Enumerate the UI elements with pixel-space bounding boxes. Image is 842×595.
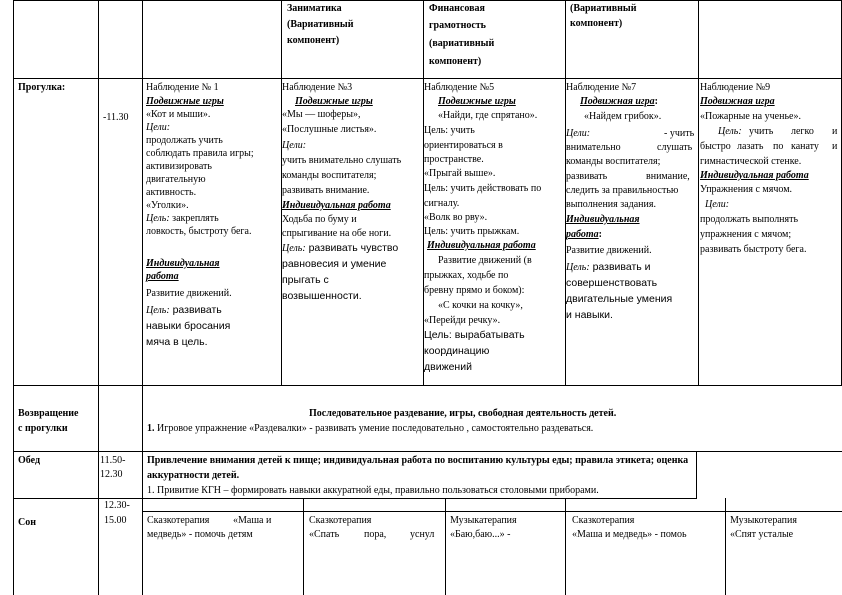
- c1-l1: «Кот и мыши».: [146, 109, 211, 120]
- header-zanimatika-2: (Вариативный: [287, 19, 354, 30]
- c3-l1: «Найди, где спрятано».: [438, 110, 538, 121]
- row-label-progulka: Прогулка:: [18, 82, 66, 93]
- c1-l12: навыки бросания: [146, 320, 231, 332]
- c2-goal2-h: Цель:: [282, 243, 306, 254]
- c2-l8: развивать чувство: [305, 242, 399, 254]
- c1-goal2-h: Цель:: [146, 213, 170, 224]
- c4-l12: и навыки.: [566, 309, 613, 321]
- c5-obs: Наблюдение №9: [700, 82, 771, 93]
- vozvr-title: Последовательное раздевание, игры, свободная деятельность детей.: [309, 408, 617, 419]
- c4-l10: совершенствовать: [566, 277, 658, 289]
- c5-l1: «Пожарные на ученье».: [700, 111, 801, 122]
- son-c5a: Музыкотерапия: [730, 515, 797, 526]
- c1-l5: двигательную: [146, 174, 206, 185]
- c4-l8: Развитие движений.: [566, 245, 652, 256]
- header-variative-1: (Вариативный: [570, 3, 637, 14]
- c4-games-line: [580, 96, 658, 108]
- rule-col-1: [142, 0, 143, 386]
- c4-l4: команды воспитателя;: [566, 156, 661, 167]
- son-c1a: Сказкотерапия: [147, 515, 210, 526]
- c4-l3a: внимательно: [566, 142, 621, 153]
- c5-l4: гимнастической стенке.: [700, 156, 802, 167]
- c3-l16: координацию: [424, 345, 490, 357]
- header-finance-1: Финансовая: [429, 3, 485, 14]
- c1-l6: активность.: [146, 187, 197, 198]
- c3-l15: Цель: вырабатывать: [424, 329, 525, 341]
- header-finance-4: компонент): [429, 56, 482, 67]
- obed-time-1: 11.50-: [100, 455, 126, 466]
- c3-l8: «Волк во рву».: [424, 212, 488, 223]
- vozvr-num: 1.: [147, 423, 155, 434]
- c5-l6: продолжать выполнять: [700, 214, 799, 225]
- c3-l2: Цель: учить: [424, 125, 475, 136]
- c1-games: Подвижные игры: [146, 96, 224, 107]
- progulka-time: -11.30: [103, 112, 129, 123]
- son-c4b: «Маша и медведь» - помоь: [572, 529, 687, 540]
- c1-l13: мяча в цель.: [146, 336, 208, 348]
- c4-goal2-h: Цель:: [566, 262, 590, 273]
- rule-son-top: [142, 511, 842, 512]
- c4-l5b: внимание,: [646, 171, 690, 182]
- rule-left: [13, 0, 14, 595]
- c4-games-colon: :: [654, 96, 658, 107]
- c3-l10: Развитие движений (в: [438, 255, 532, 266]
- vozvr-text: Игровое упражнение «Раздевалки» - развивать умение последовательно , самостоятельно раздеваться.: [154, 423, 594, 434]
- son-c2b: «Спать: [309, 529, 340, 540]
- c3-l6: Цель: учить действовать по: [424, 183, 542, 194]
- c4-ind1: Индивидуальная: [566, 214, 640, 225]
- c4-l1: «Найдем грибок».: [584, 111, 662, 122]
- c2-games: Подвижные игры: [295, 96, 373, 107]
- c2-l2: «Послушные листья».: [282, 124, 377, 135]
- c5-l7: упражнения с мячом;: [700, 229, 792, 240]
- c2-l10: прыгать с: [282, 274, 329, 286]
- c1-l7: «Уголки».: [146, 200, 189, 211]
- c5-l3b: лазать: [737, 141, 764, 152]
- c4-goal2: [566, 261, 651, 274]
- c3-obs: Наблюдение №5: [424, 82, 495, 93]
- c3-l9: Цель: учить прыжкам.: [424, 226, 520, 237]
- son-c3a: Музыкатерапия: [450, 515, 517, 526]
- rule-time-content: [142, 386, 143, 595]
- c1-obs: Наблюдение № 1: [146, 82, 219, 93]
- c2-l6: Ходьба по буму и: [282, 214, 357, 225]
- c3-games: Подвижные игры: [438, 96, 516, 107]
- c5-l8: развивать быстроту бега.: [700, 244, 807, 255]
- c3-l3: ориентироваться в: [424, 140, 503, 151]
- son-c1c: медведь» - помочь детям: [147, 529, 253, 540]
- obed-bold-1: Привлечение внимания детей к пище; индивидуальная работа по воспитанию культуры еды; правила этикета; оценка: [147, 455, 689, 466]
- obed-text: 1. Привитие КГН – формировать навыки аккуратной еды, правильно пользоваться столовыми приборами.: [147, 485, 599, 496]
- rule-obed-bottom: [13, 498, 697, 499]
- c3-l17: движений: [424, 361, 472, 373]
- c5-l2c: и: [832, 126, 838, 137]
- rule-son-2: [445, 498, 446, 595]
- son-time-2: 15.00: [104, 515, 127, 526]
- rule-progulka-bottom: [13, 385, 842, 386]
- row-label-son: Сон: [18, 517, 36, 528]
- c1-goal3: [146, 304, 222, 317]
- c1-l4: активизировать: [146, 161, 212, 172]
- c1-l8: закреплять: [169, 213, 219, 224]
- rule-col-5: [698, 0, 699, 386]
- rule-col-time: [98, 0, 99, 595]
- c3-l5: «Прыгай выше».: [424, 168, 496, 179]
- c4-l9: развивать и: [589, 261, 651, 273]
- c2-l1: «Мы — шоферы»,: [282, 109, 361, 120]
- c2-obs: Наблюдение №3: [282, 82, 353, 93]
- c2-ind: Индивидуальная работа: [282, 200, 391, 211]
- c2-l4: команды воспитателя;: [282, 170, 377, 181]
- son-time-1: 12.30-: [104, 500, 130, 511]
- c4-games: Подвижная игра: [580, 96, 655, 107]
- c3-l14: «Перейди речку».: [424, 315, 501, 326]
- c5-l3d: канату: [791, 141, 819, 152]
- c4-l7: выполнения задания.: [566, 199, 656, 210]
- c4-ind2-line: [566, 229, 602, 241]
- c3-l11: прыжках, ходьбе по: [424, 270, 509, 281]
- son-c5b: «Спят усталые: [730, 529, 794, 540]
- vozvr-text-line: [147, 423, 593, 435]
- c5-l2a: учить: [749, 126, 774, 137]
- rule-obed-right: [696, 451, 697, 498]
- c5-games: Подвижная игра: [700, 96, 775, 107]
- c1-l3: соблюдать правила игры;: [146, 148, 254, 159]
- c5-goal-h: Цель:: [718, 126, 742, 137]
- c1-goal3-h: Цель:: [146, 305, 170, 316]
- header-finance-2: грамотность: [429, 20, 486, 31]
- rule-son-1: [303, 498, 304, 595]
- header-finance-3: (вариативный: [429, 38, 495, 49]
- c4-l2: - учить: [664, 128, 695, 139]
- c2-goal-h: Цели:: [282, 140, 307, 151]
- rule-son-3: [565, 498, 566, 595]
- rule-header-bottom: [13, 78, 842, 79]
- son-c1b: «Маша и: [233, 515, 272, 526]
- c1-l10: Развитие движений.: [146, 288, 232, 299]
- c4-obs: Наблюдение №7: [566, 82, 637, 93]
- c2-l11: возвышенности.: [282, 290, 362, 302]
- rule-son-4: [725, 498, 726, 595]
- c3-l7: сигналу.: [424, 198, 460, 209]
- c5-l3c: по: [773, 141, 784, 152]
- rule-vozvr-bottom: [13, 451, 842, 452]
- son-c2c: пора,: [364, 529, 387, 540]
- obed-bold-2: аккуратности детей.: [147, 470, 240, 481]
- obed-time-2: 12.30: [100, 469, 123, 480]
- c2-goal2: [282, 242, 398, 255]
- header-zanimatika-3: компонент): [287, 35, 340, 46]
- c2-l5: развивать внимание.: [282, 185, 370, 196]
- c4-l6: следить за правильностью: [566, 185, 679, 196]
- c4-goal-h: Цели:: [566, 128, 591, 139]
- c4-l11: двигательные умения: [566, 293, 673, 305]
- son-c3b: «Баю,баю...» -: [450, 529, 511, 540]
- c5-l3a: быстро: [700, 141, 731, 152]
- son-c2d: уснул: [410, 529, 435, 540]
- c3-l12: бревну прямо и боком):: [424, 285, 525, 296]
- row-label-obed: Обед: [18, 455, 41, 466]
- son-c2a: Сказкотерапия: [309, 515, 372, 526]
- row-label-vozvr-1: Возвращение: [18, 408, 79, 419]
- c4-ind2-colon: :: [598, 229, 602, 240]
- c3-l13: «С кочки на кочку»,: [438, 300, 523, 311]
- c4-ind2: работа: [566, 229, 599, 240]
- c1-ind1: Индивидуальная: [146, 258, 220, 269]
- c1-l9: ловкость, быстроту бега.: [146, 226, 252, 237]
- c4-l3b: слушать: [657, 142, 693, 153]
- rule-top: [13, 0, 842, 1]
- c1-l11: развивать: [169, 304, 222, 316]
- c1-goal-h: Цели:: [146, 122, 171, 133]
- c1-goal2: [146, 213, 219, 225]
- c5-l3e: и: [832, 141, 838, 152]
- c2-l3: учить внимательно слушать: [282, 155, 402, 166]
- header-variative-2: компонент): [570, 18, 623, 29]
- c3-ind: Индивидуальная работа: [427, 240, 536, 251]
- header-zanimatika-1: Заниматика: [287, 3, 342, 14]
- c2-l7: спрыгивание на обе ноги.: [282, 228, 392, 239]
- c1-ind2: работа: [146, 271, 179, 282]
- c3-l4: пространстве.: [424, 154, 484, 165]
- c5-l5: Упражнения с мячом.: [700, 184, 793, 195]
- son-c4a: Сказкотерапия: [572, 515, 635, 526]
- c5-ind: Индивидуальная работа: [700, 170, 809, 181]
- row-label-vozvr-2: с прогулки: [18, 423, 68, 434]
- c5-l2b: легко: [791, 126, 814, 137]
- c4-l5a: развивать: [566, 171, 608, 182]
- c5-goal2-h: Цели:: [705, 199, 730, 210]
- c1-l2: продолжать учить: [146, 135, 223, 146]
- c2-l9: равновесия и умение: [282, 258, 387, 270]
